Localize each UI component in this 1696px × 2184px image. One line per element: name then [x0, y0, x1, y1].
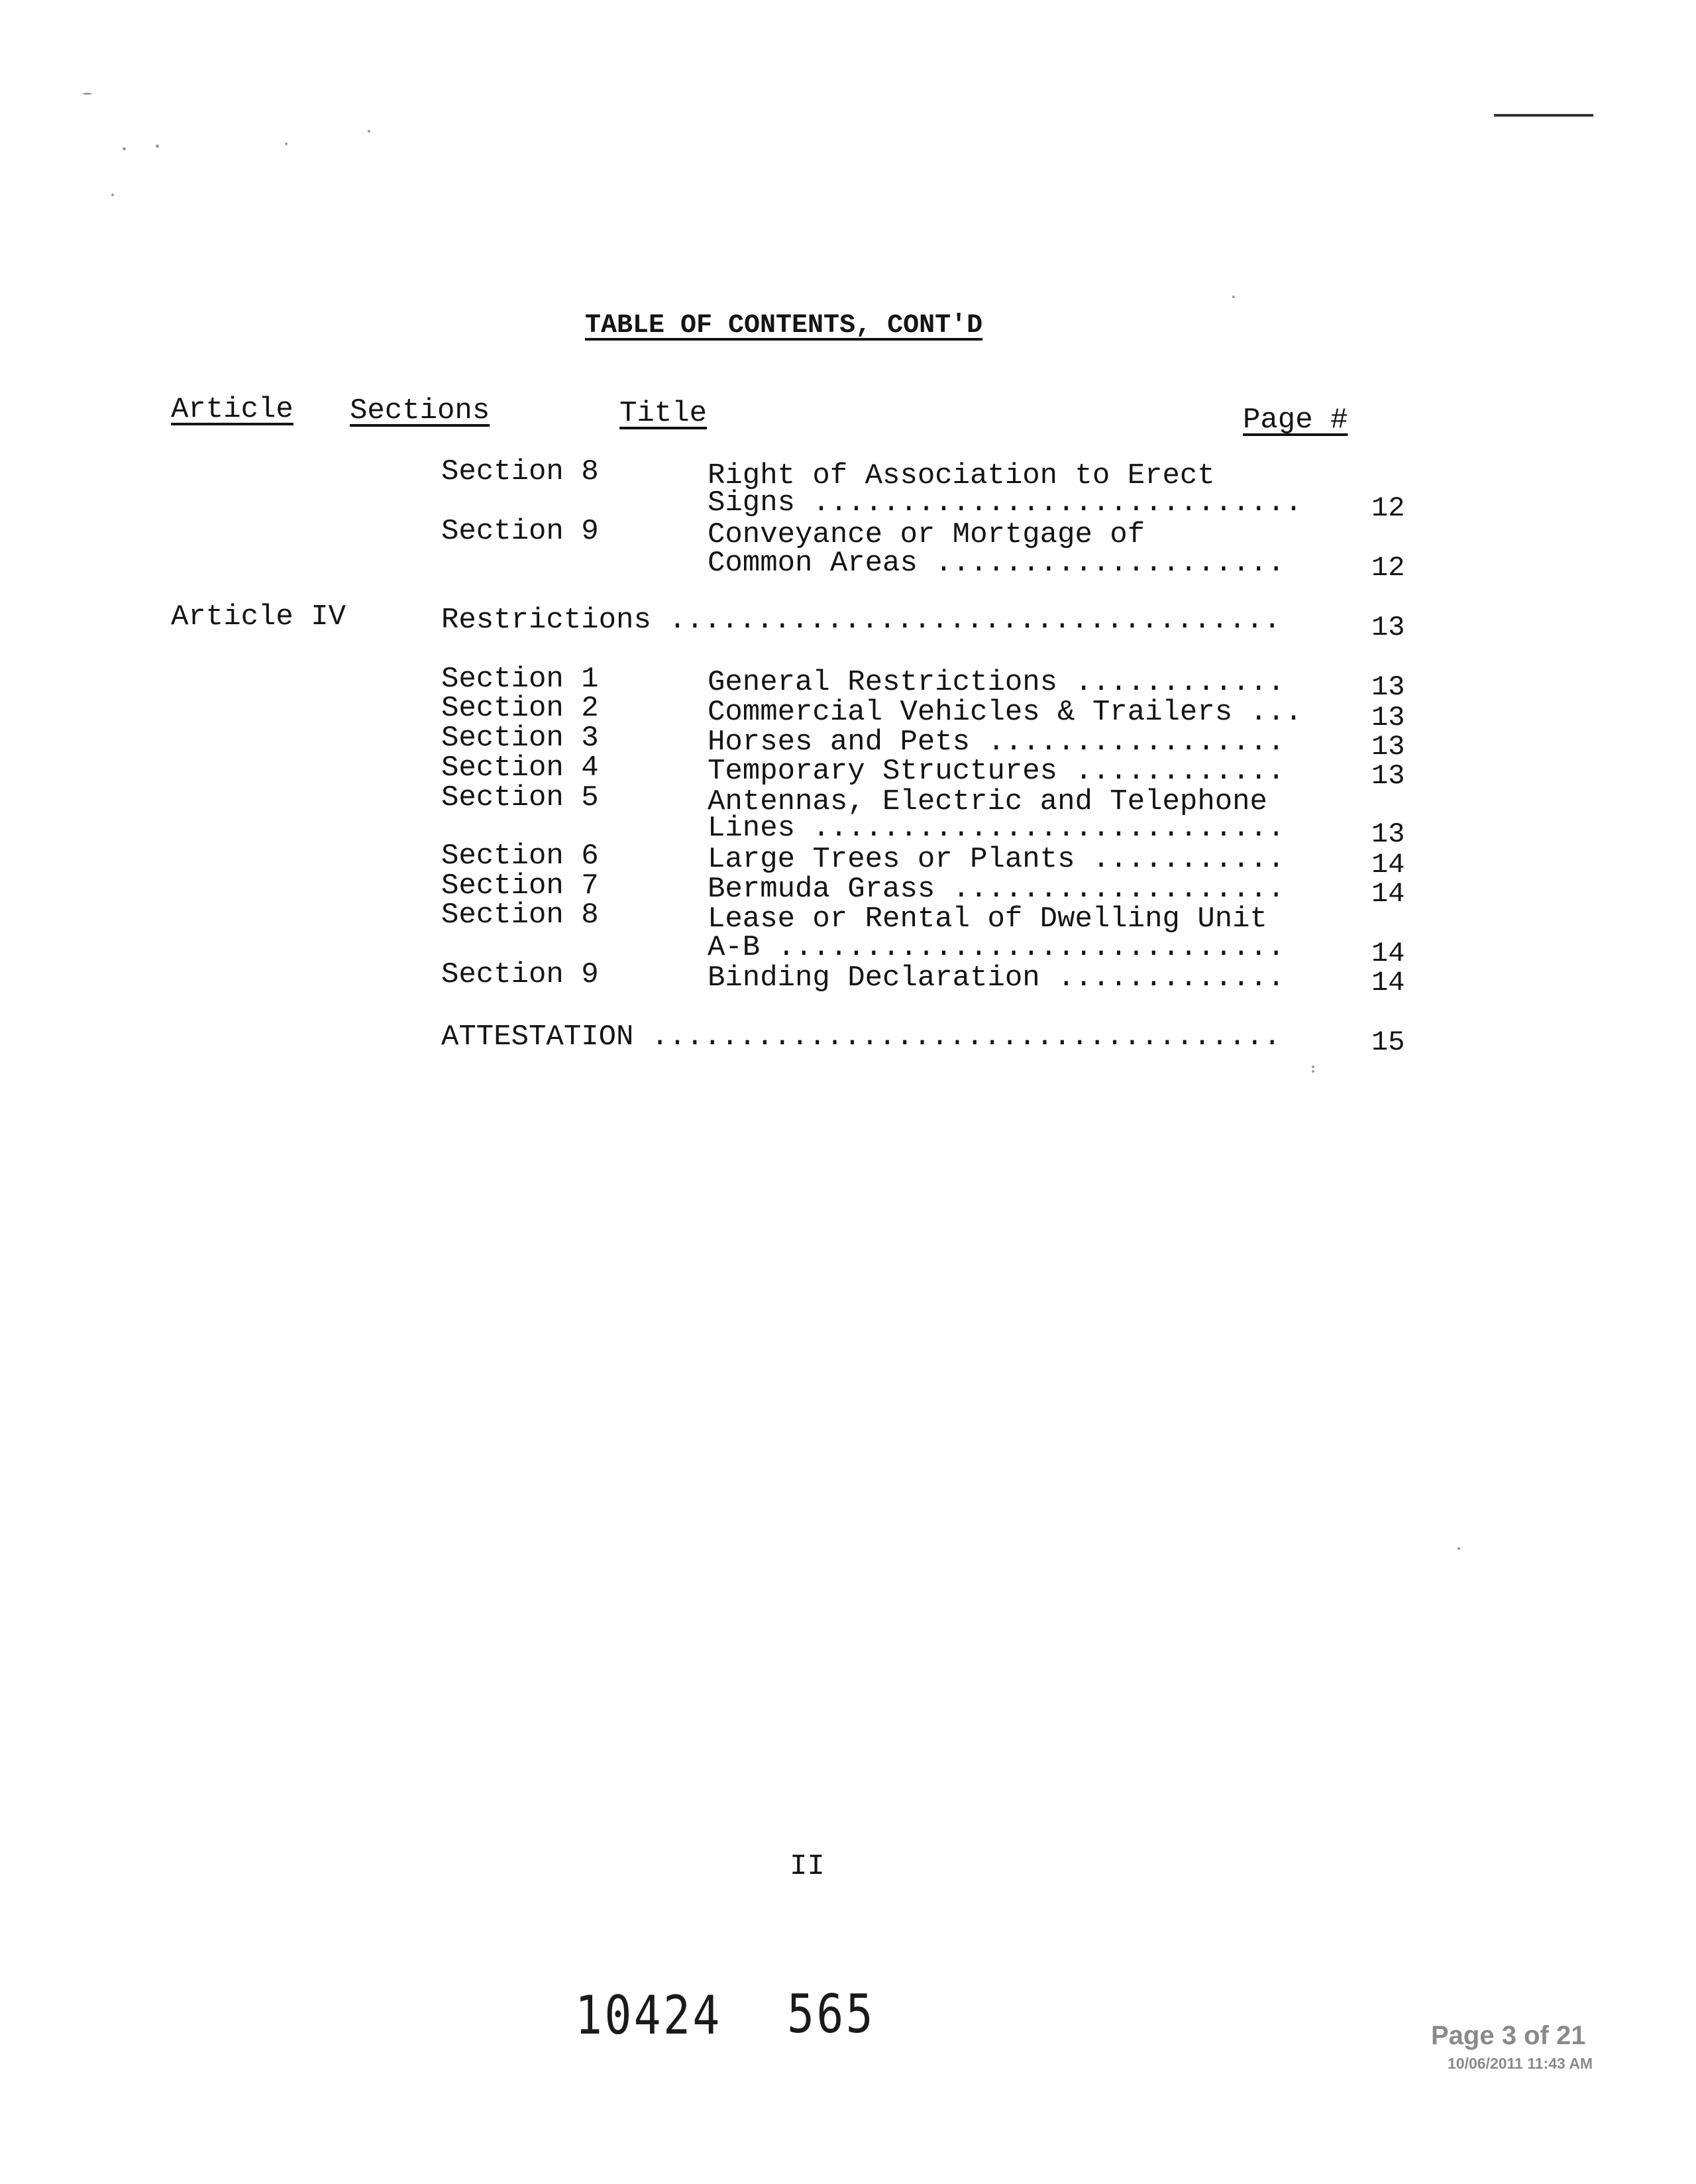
- page-counter: Page 3 of 21: [1431, 2021, 1586, 2050]
- toc-title: Antennas, Electric and Telephone: [708, 785, 1267, 818]
- toc-title: Restrictions ...................................: [441, 604, 1281, 637]
- toc-page-number: 14: [1371, 849, 1405, 881]
- toc-title-continued: Common Areas ....................: [708, 547, 1285, 580]
- toc-page-number: 12: [1371, 492, 1405, 524]
- toc-section: Section 8: [441, 899, 599, 932]
- toc-page-number: 13: [1371, 671, 1405, 703]
- toc-section: Section 4: [441, 751, 599, 785]
- scan-speck: [285, 142, 288, 145]
- toc-section: Section 3: [441, 722, 599, 755]
- column-header-title: Title: [619, 397, 708, 430]
- scan-speck: [111, 193, 114, 196]
- toc-page-number: 14: [1371, 967, 1405, 999]
- toc-section: Section 6: [441, 840, 599, 873]
- toc-page-number: 15: [1371, 1026, 1405, 1058]
- toc-title: Conveyance or Mortgage of: [708, 518, 1145, 551]
- toc-page-number: 13: [1371, 731, 1405, 763]
- scan-speck: [123, 147, 126, 150]
- scan-mark: [1494, 114, 1593, 117]
- toc-title: General Restrictions ............: [708, 666, 1285, 699]
- toc-section: Section 9: [441, 515, 599, 548]
- toc-page-number: 13: [1371, 612, 1405, 643]
- scan-speck: [1458, 1547, 1460, 1550]
- toc-title: Lease or Rental of Dwelling Unit: [708, 902, 1267, 936]
- toc-section: Section 9: [441, 958, 599, 991]
- toc-section: Section 2: [441, 692, 599, 725]
- scan-speck: [368, 130, 370, 133]
- toc-title: Temporary Structures ............: [708, 755, 1285, 788]
- column-header-sections: Sections: [350, 394, 490, 427]
- toc-page-number: 13: [1371, 818, 1405, 850]
- toc-page-number: 14: [1371, 938, 1405, 969]
- scan-speck: [1232, 296, 1235, 298]
- page-number-roman: II: [790, 1850, 825, 1883]
- toc-section: Section 7: [441, 869, 599, 902]
- toc-page-number: 13: [1371, 760, 1405, 792]
- toc-title: Right of Association to Erect: [708, 459, 1215, 492]
- scan-speck: [156, 144, 159, 148]
- toc-title-continued: A-B .............................: [708, 931, 1285, 964]
- toc-title: Bermuda Grass ...................: [708, 873, 1285, 906]
- column-header-page: Page #: [1243, 404, 1348, 437]
- toc-title: Large Trees or Plants ...........: [708, 843, 1285, 876]
- toc-title: Binding Declaration .............: [708, 961, 1285, 995]
- page-heading: TABLE OF CONTENTS, CONT'D: [585, 311, 983, 341]
- toc-article: Article IV: [171, 600, 346, 633]
- toc-title: ATTESTATION ....................................: [441, 1020, 1281, 1054]
- toc-page-number: 12: [1371, 552, 1405, 584]
- recording-book-number: 10424: [575, 1985, 722, 2046]
- recording-page-number: 565: [787, 1983, 876, 2045]
- toc-title-continued: Signs ............................: [708, 486, 1302, 519]
- timestamp: 10/06/2011 11:43 AM: [1448, 2055, 1593, 2072]
- scan-speck: [83, 93, 92, 95]
- column-header-article: Article: [171, 393, 293, 426]
- toc-section: Section 1: [441, 663, 599, 696]
- toc-section: Section 5: [441, 781, 599, 814]
- toc-title: Horses and Pets .................: [708, 726, 1285, 759]
- toc-page-number: 13: [1371, 702, 1405, 734]
- scan-speck: [1312, 1070, 1314, 1073]
- scan-speck: [1312, 1065, 1314, 1068]
- toc-section: Section 8: [441, 455, 599, 488]
- toc-title: Commercial Vehicles & Trailers ...: [708, 696, 1302, 729]
- toc-page-number: 14: [1371, 878, 1405, 910]
- toc-title-continued: Lines ...........................: [708, 812, 1285, 845]
